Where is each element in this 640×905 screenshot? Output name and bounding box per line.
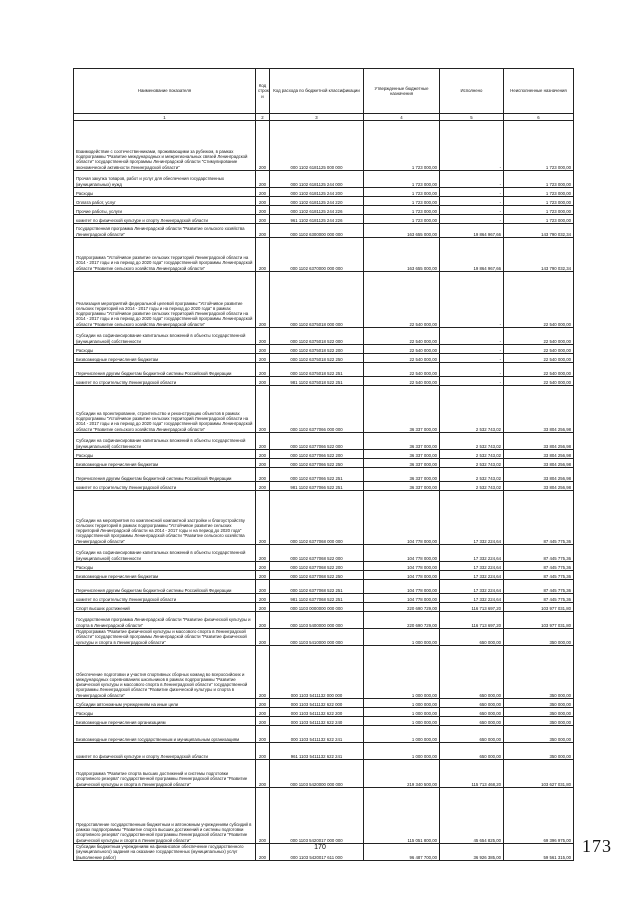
cell-executed: - [440,188,504,197]
cell-line: 200 [256,844,270,861]
cell-approved: 22 540 000,00 [364,354,440,363]
cell-executed: 650 000,00 [440,629,504,646]
table-row [74,224,574,238]
cell-approved: 104 778 000,00 [364,491,440,545]
cell-unexecuted: 1 723 000,00 [504,171,574,188]
cell-code: 000 1102 6300000 000 000 [270,224,364,238]
header-approved: Утвержденные бюджетные назначения [364,69,440,114]
cell-name: комитет по физической культуре и спорту Ленинградской области [74,215,256,224]
cell-executed: - [440,197,504,206]
table-row [74,238,574,272]
table-row [74,215,574,224]
cell-unexecuted: 33 804 256,98 [504,468,574,482]
cell-line: 200 [256,272,270,328]
cell-line: 200 [256,363,270,377]
cell-code: 000 1102 6181125 244 220 [270,197,364,206]
cell-approved: 22 540 000,00 [364,345,440,354]
cell-line: 200 [256,171,270,188]
cell-line: 200 [256,121,270,171]
cell-name: Государственная программа Ленинградской области "Развитие сельского хозяйства Ленинградской области" [74,224,256,238]
table-row [74,562,574,571]
table-row [74,603,574,612]
cell-line: 200 [256,580,270,594]
cell-line: 200 [256,482,270,491]
cell-unexecuted: 33 804 256,98 [504,459,574,468]
cell-approved: 1 723 000,00 [364,206,440,215]
header-executed: Исполнено [440,69,504,114]
cell-executed: 650 000,00 [440,726,504,743]
cell-code: 000 1103 5411132 000 000 [270,646,364,699]
column-number: 5 [440,114,504,121]
cell-approved: 219 340 500,00 [364,760,440,788]
cell-line: 200 [256,377,270,386]
cell-executed: 17 332 224,64 [440,571,504,580]
cell-code: 000 1102 6377066 522 200 [270,450,364,459]
table-row [74,363,574,377]
cell-executed: - [440,377,504,386]
cell-approved: 104 778 000,00 [364,594,440,603]
cell-unexecuted: 143 790 032,34 [504,238,574,272]
table-row [74,197,574,206]
cell-unexecuted: 143 790 032,34 [504,224,574,238]
cell-executed: 116 713 697,20 [440,603,504,612]
cell-code: 961 1103 5411132 622 241 [270,743,364,760]
cell-code: 000 1102 6181125 244 226 [270,206,364,215]
cell-unexecuted: 1 723 000,00 [504,188,574,197]
column-number-row [74,114,574,121]
column-number: 2 [256,114,270,121]
cell-approved: 1 000 000,00 [364,743,440,760]
cell-name: Реализация мероприятий федеральной целевой программы "Устойчивое развитие сельских территорий на 2014 - 2017 годы и на период до 2020 года" в рамках подпрограммы "Устойчивое развитие сельских территорий Ленинградской области на 2014 - 2017 годы и на период до 2020 года" государственной программы Ленинградской области "Развитие сельского хозяйства Ленинградской области" [74,272,256,328]
cell-name: Безвозмездные перечисления бюджетам [74,459,256,468]
table-row [74,594,574,603]
cell-name: Предоставление государственным бюджетным и автономным учреждениям субсидий в рамках подпрограммы "Развитие спорта высших достижений и системы подготовки спортивного резерва" государственной программы Ленинградской области "Развитие физической культуры и спорта в Ленинградской области" [74,788,256,844]
cell-name: Государственная программа Ленинградской области "Развитие физической культуры и спорта в Ленинградской области" [74,612,256,629]
cell-line: 200 [256,726,270,743]
cell-name: Оплата работ, услуг [74,197,256,206]
cell-unexecuted: 33 804 256,98 [504,450,574,459]
cell-name: Субсидии бюджетным учреждениям на финансовое обеспечение государственного (муниципального) задания на оказание государственных (муниципальных) услуг (выполнение работ) [74,844,256,861]
cell-code: 000 1102 6375018 522 250 [270,354,364,363]
cell-code: 000 1102 6375018 522 251 [270,363,364,377]
table-row [74,377,574,386]
table-row [74,580,574,594]
cell-code: 000 1102 6181125 244 000 [270,171,364,188]
cell-approved: 36 337 000,00 [364,459,440,468]
cell-approved: 1 000 000,00 [364,717,440,726]
cell-code: 000 1102 6375018 000 000 [270,272,364,328]
cell-name: Субсидии на софинансирование капитальных вложений в объекты государственной (муниципальной) собственности [74,545,256,562]
cell-name: Подпрограмма "Устойчивое развитие сельских территорий Ленинградской области на 2014 - 2017 годы и на период до 2020 года" государственной программы Ленинградской области "Развитие сельского хозяйства Ленинградской области" [74,238,256,272]
cell-line: 200 [256,612,270,629]
cell-executed: - [440,363,504,377]
cell-name: Перечисления другим бюджетам бюджетной системы Российской Федерации [74,580,256,594]
cell-unexecuted: 103 977 031,80 [504,603,574,612]
table-row [74,491,574,545]
cell-approved: 104 778 000,00 [364,562,440,571]
cell-executed: 2 532 743,02 [440,459,504,468]
cell-unexecuted: 87 445 775,36 [504,545,574,562]
cell-unexecuted: 33 804 256,98 [504,433,574,450]
cell-executed: 2 532 743,02 [440,450,504,459]
table-row [74,450,574,459]
cell-name: Безвозмездные перечисления государственным и муниципальным организациям [74,726,256,743]
cell-executed: 650 000,00 [440,646,504,699]
cell-name: Взаимодействие с соотечественниками, проживающими за рубежом, в рамках подпрограммы "Развитие международных и межрегиональных связей Ленинградской области" государственной программы Ленинградской области "Стимулирование экономической активности Ленинградской области" [74,121,256,171]
cell-name: Спорт высших достижений [74,603,256,612]
cell-line: 200 [256,646,270,699]
cell-code: 981 1102 6375018 522 251 [270,377,364,386]
cell-executed: 2 532 743,02 [440,386,504,433]
cell-approved: 36 337 000,00 [364,482,440,491]
header-line-code: Код строк и [256,69,270,114]
cell-name: Субсидии на софинансирование капитальных вложений в объекты государственной (муниципальной) собственности [74,328,256,345]
column-number: 6 [504,114,574,121]
table-row [74,171,574,188]
cell-code: 981 1102 6377068 522 251 [270,594,364,603]
cell-name: Подпрограмма "Развитие физической культуры и массового спорта в Ленинградской области" государственной программы Ленинградской области "Развитие физической культуры и спорта в Ленинградской области" [74,629,256,646]
cell-line: 200 [256,215,270,224]
cell-executed: 116 713 697,20 [440,612,504,629]
cell-unexecuted: 1 723 000,00 [504,215,574,224]
cell-line: 200 [256,468,270,482]
cell-approved: 22 540 000,00 [364,363,440,377]
cell-approved: 220 690 729,00 [364,603,440,612]
cell-executed: 19 864 967,66 [440,238,504,272]
cell-executed: 650 000,00 [440,708,504,717]
cell-executed: - [440,345,504,354]
header-unexecuted: Неисполненные назначения [504,69,574,114]
cell-name: Перечисления другим бюджетам бюджетной системы Российской Федерации [74,363,256,377]
cell-executed: - [440,121,504,171]
cell-unexecuted: 22 540 000,00 [504,328,574,345]
cell-approved: 22 540 000,00 [364,328,440,345]
cell-name: Расходы [74,562,256,571]
table-row [74,699,574,708]
table-row [74,206,574,215]
header-budget-code: Код расхода по бюджетной классификации [270,69,364,114]
cell-line: 200 [256,788,270,844]
cell-approved: 36 337 000,00 [364,433,440,450]
cell-code: 000 1103 5410000 000 000 [270,629,364,646]
cell-executed: 115 713 468,20 [440,760,504,788]
cell-approved: 36 337 000,00 [364,386,440,433]
cell-code: 000 1102 6375018 522 200 [270,345,364,354]
cell-code: 000 1103 5420017 611 000 [270,844,364,861]
table-row [74,545,574,562]
cell-unexecuted: 103 627 031,80 [504,760,574,788]
cell-unexecuted: 59 561 315,00 [504,844,574,861]
cell-line: 200 [256,603,270,612]
cell-unexecuted: 1 723 000,00 [504,197,574,206]
cell-code: 000 1102 6181125 000 000 [270,121,364,171]
table-row [74,188,574,197]
cell-approved: 36 337 000,00 [364,468,440,482]
table-row [74,708,574,717]
table-row [74,612,574,629]
cell-executed: - [440,272,504,328]
cell-executed: 19 864 967,66 [440,224,504,238]
cell-name: Безвозмездные перечисления бюджетам [74,571,256,580]
cell-code: 000 1102 6377066 522 250 [270,459,364,468]
cell-unexecuted: 87 445 775,36 [504,491,574,545]
cell-unexecuted: 33 804 256,98 [504,482,574,491]
cell-line: 200 [256,708,270,717]
cell-code: 000 1102 6377068 522 000 [270,545,364,562]
cell-line: 200 [256,743,270,760]
cell-line: 200 [256,433,270,450]
cell-name: Субсидии на мероприятия по комплексной компактной застройке и благоустройству сельских территорий в рамках подпрограммы "Устойчивое развитие сельских территорий Ленинградской области на 2014 - 2017 годы и на период до 2020 года" государственной программы Ленинградской области "Развитие сельского хозяйства Ленинградской области" [74,491,256,545]
cell-approved: 163 655 000,00 [364,238,440,272]
table-row [74,571,574,580]
cell-line: 200 [256,386,270,433]
cell-code: 000 1102 6370000 000 000 [270,238,364,272]
cell-name: Перечисления другим бюджетам бюджетной системы Российской Федерации [74,468,256,482]
cell-approved: 104 778 000,00 [364,571,440,580]
header-name: Наименование показателя [74,69,256,114]
cell-unexecuted: 350 000,00 [504,717,574,726]
cell-line: 200 [256,717,270,726]
cell-name: Расходы [74,188,256,197]
cell-unexecuted: 350 000,00 [504,726,574,743]
cell-approved: 1 723 000,00 [364,197,440,206]
table-row [74,743,574,760]
cell-executed: - [440,328,504,345]
cell-unexecuted: 87 445 775,36 [504,571,574,580]
cell-approved: 22 540 000,00 [364,377,440,386]
cell-approved: 96 487 700,00 [364,844,440,861]
table-row [74,760,574,788]
cell-unexecuted: 22 540 000,00 [504,272,574,328]
cell-unexecuted: 22 540 000,00 [504,354,574,363]
cell-unexecuted: 350 000,00 [504,743,574,760]
cell-code: 000 1103 5420017 000 000 [270,788,364,844]
page-number: 170 [314,844,326,851]
cell-code: 000 1102 6377066 522 000 [270,433,364,450]
cell-unexecuted: 350 000,00 [504,646,574,699]
cell-unexecuted: 22 540 000,00 [504,377,574,386]
cell-unexecuted: 69 396 975,00 [504,788,574,844]
cell-line: 200 [256,188,270,197]
cell-code: 000 1102 6377068 000 000 [270,491,364,545]
cell-approved: 104 778 000,00 [364,580,440,594]
cell-name: Подпрограмма "Развитие спорта высших достижений и системы подготовки спортивного резерва" государственной программы Ленинградской области "Развитие физической культуры и спорта в Ленинградской области" [74,760,256,788]
cell-line: 200 [256,328,270,345]
handwritten-sheet-number: 173 [582,836,612,856]
column-number: 3 [270,114,364,121]
cell-code: 000 1103 5420000 000 000 [270,760,364,788]
cell-code: 000 1102 6377068 522 200 [270,562,364,571]
cell-line: 200 [256,545,270,562]
table-row [74,354,574,363]
cell-name: Прочая закупка товаров, работ и услуг для обеспечения государственных (муниципальных) нужд [74,171,256,188]
cell-line: 200 [256,354,270,363]
cell-approved: 1 723 000,00 [364,171,440,188]
cell-line: 200 [256,491,270,545]
table-row [74,121,574,171]
column-number: 1 [74,114,256,121]
cell-line: 200 [256,197,270,206]
cell-code: 000 1103 0000000 000 000 [270,603,364,612]
cell-approved: 104 778 000,00 [364,545,440,562]
cell-name: Обеспечение подготовки и участия спортивных сборных команд во всероссийских и международных соревнованиях школьников в рамках подпрограммы "Развитие физической культуры и массового спорта в Ленинградской области" государственной программы Ленинградской области "Развитие физической культуры и спорта в Ленинградской области" [74,646,256,699]
budget-execution-table [73,68,574,861]
cell-executed: 17 332 224,64 [440,562,504,571]
cell-approved: 1 000 000,00 [364,646,440,699]
cell-line: 200 [256,571,270,580]
cell-unexecuted: 103 977 031,80 [504,612,574,629]
cell-executed: 17 332 224,64 [440,545,504,562]
cell-executed: 650 000,00 [440,743,504,760]
cell-approved: 1 000 000,00 [364,726,440,743]
cell-code: 000 1103 5411132 622 241 [270,726,364,743]
cell-name: Субсидии на проектирование, строительство и реконструкцию объектов в рамках подпрограммы "Устойчивое развитие сельских территорий Ленинградской области на 2014 - 2017 годы и на период до 2020 года" государственной программы Ленинградской области "Развитие сельского хозяйства Ленинградской области" [74,386,256,433]
cell-executed: 36 926 385,00 [440,844,504,861]
cell-executed: 2 532 743,02 [440,433,504,450]
cell-line: 200 [256,450,270,459]
cell-name: Расходы [74,708,256,717]
cell-code: 000 1102 6377068 522 251 [270,580,364,594]
cell-line: 200 [256,562,270,571]
cell-name: Расходы [74,345,256,354]
cell-unexecuted: 350 000,00 [504,708,574,717]
table-row [74,345,574,354]
cell-unexecuted: 87 445 775,36 [504,594,574,603]
cell-code: 000 1103 5400000 000 000 [270,612,364,629]
table-row [74,468,574,482]
table-row [74,433,574,450]
cell-executed: - [440,354,504,363]
table-row [74,328,574,345]
cell-unexecuted: 350 000,00 [504,699,574,708]
table-body [74,121,574,861]
cell-unexecuted: 87 445 775,36 [504,562,574,571]
table-row [74,272,574,328]
cell-name: Расходы [74,450,256,459]
table-row [74,646,574,699]
cell-approved: 1 000 000,00 [364,629,440,646]
cell-approved: 1 723 000,00 [364,215,440,224]
cell-executed: - [440,206,504,215]
column-number: 4 [364,114,440,121]
cell-code: 000 1103 5411132 622 000 [270,699,364,708]
cell-code: 000 1103 5411132 622 240 [270,717,364,726]
cell-unexecuted: 22 540 000,00 [504,345,574,354]
cell-code: 000 1103 5411132 622 200 [270,708,364,717]
cell-approved: 220 690 729,00 [364,612,440,629]
cell-name: Субсидии автономным учреждениям на иные цели [74,699,256,708]
cell-executed: 17 332 224,64 [440,594,504,603]
cell-code: 000 1102 6377066 522 251 [270,468,364,482]
cell-code: 981 1102 6377066 522 251 [270,482,364,491]
table-row [74,386,574,433]
cell-line: 200 [256,629,270,646]
cell-line: 200 [256,459,270,468]
cell-name: комитет по физической культуре и спорту Ленинградской области [74,743,256,760]
cell-approved: 36 337 000,00 [364,450,440,459]
cell-line: 200 [256,224,270,238]
table-row [74,717,574,726]
cell-name: комитет по строительству Ленинградской области [74,377,256,386]
cell-code: 000 1102 6377068 522 250 [270,571,364,580]
cell-executed: - [440,215,504,224]
cell-unexecuted: 1 723 000,00 [504,121,574,171]
cell-unexecuted: 1 723 000,00 [504,206,574,215]
cell-line: 200 [256,345,270,354]
cell-approved: 163 655 000,00 [364,224,440,238]
cell-line: 200 [256,594,270,603]
cell-unexecuted: 350 000,00 [504,629,574,646]
cell-executed: 650 000,00 [440,699,504,708]
table-row [74,459,574,468]
cell-executed: 45 654 825,00 [440,788,504,844]
table-row [74,482,574,491]
cell-code: 961 1102 6181125 244 226 [270,215,364,224]
cell-line: 200 [256,238,270,272]
cell-name: комитет по строительству Ленинградской области [74,482,256,491]
cell-executed: 2 532 743,02 [440,468,504,482]
cell-unexecuted: 33 804 256,98 [504,386,574,433]
cell-executed: 650 000,00 [440,717,504,726]
cell-approved: 1 000 000,00 [364,699,440,708]
cell-line: 200 [256,699,270,708]
cell-name: Безвозмездные перечисления организациям [74,717,256,726]
cell-executed: 17 332 224,64 [440,580,504,594]
table-row [74,726,574,743]
table-row [74,788,574,844]
cell-unexecuted: 22 540 000,00 [504,363,574,377]
cell-approved: 1 723 000,00 [364,188,440,197]
cell-approved: 1 723 000,00 [364,121,440,171]
cell-code: 000 1102 6377066 000 000 [270,386,364,433]
cell-approved: 22 540 000,00 [364,272,440,328]
cell-line: 200 [256,760,270,788]
cell-code: 000 1102 6375018 522 000 [270,328,364,345]
cell-approved: 115 051 800,00 [364,788,440,844]
cell-executed: 17 332 224,64 [440,491,504,545]
cell-code: 000 1102 6181125 244 200 [270,188,364,197]
cell-name: Безвозмездные перечисления бюджетам [74,354,256,363]
cell-executed: 2 532 743,02 [440,482,504,491]
table-row [74,629,574,646]
cell-name: комитет по строительству Ленинградской области [74,594,256,603]
cell-name: Прочие работы, услуги [74,206,256,215]
cell-name: Субсидии на софинансирование капитальных вложений в объекты государственной (муниципальной) собственности [74,433,256,450]
cell-executed: - [440,171,504,188]
cell-line: 200 [256,206,270,215]
table-header [74,69,574,121]
cell-approved: 1 000 000,00 [364,708,440,717]
cell-unexecuted: 87 445 775,36 [504,580,574,594]
